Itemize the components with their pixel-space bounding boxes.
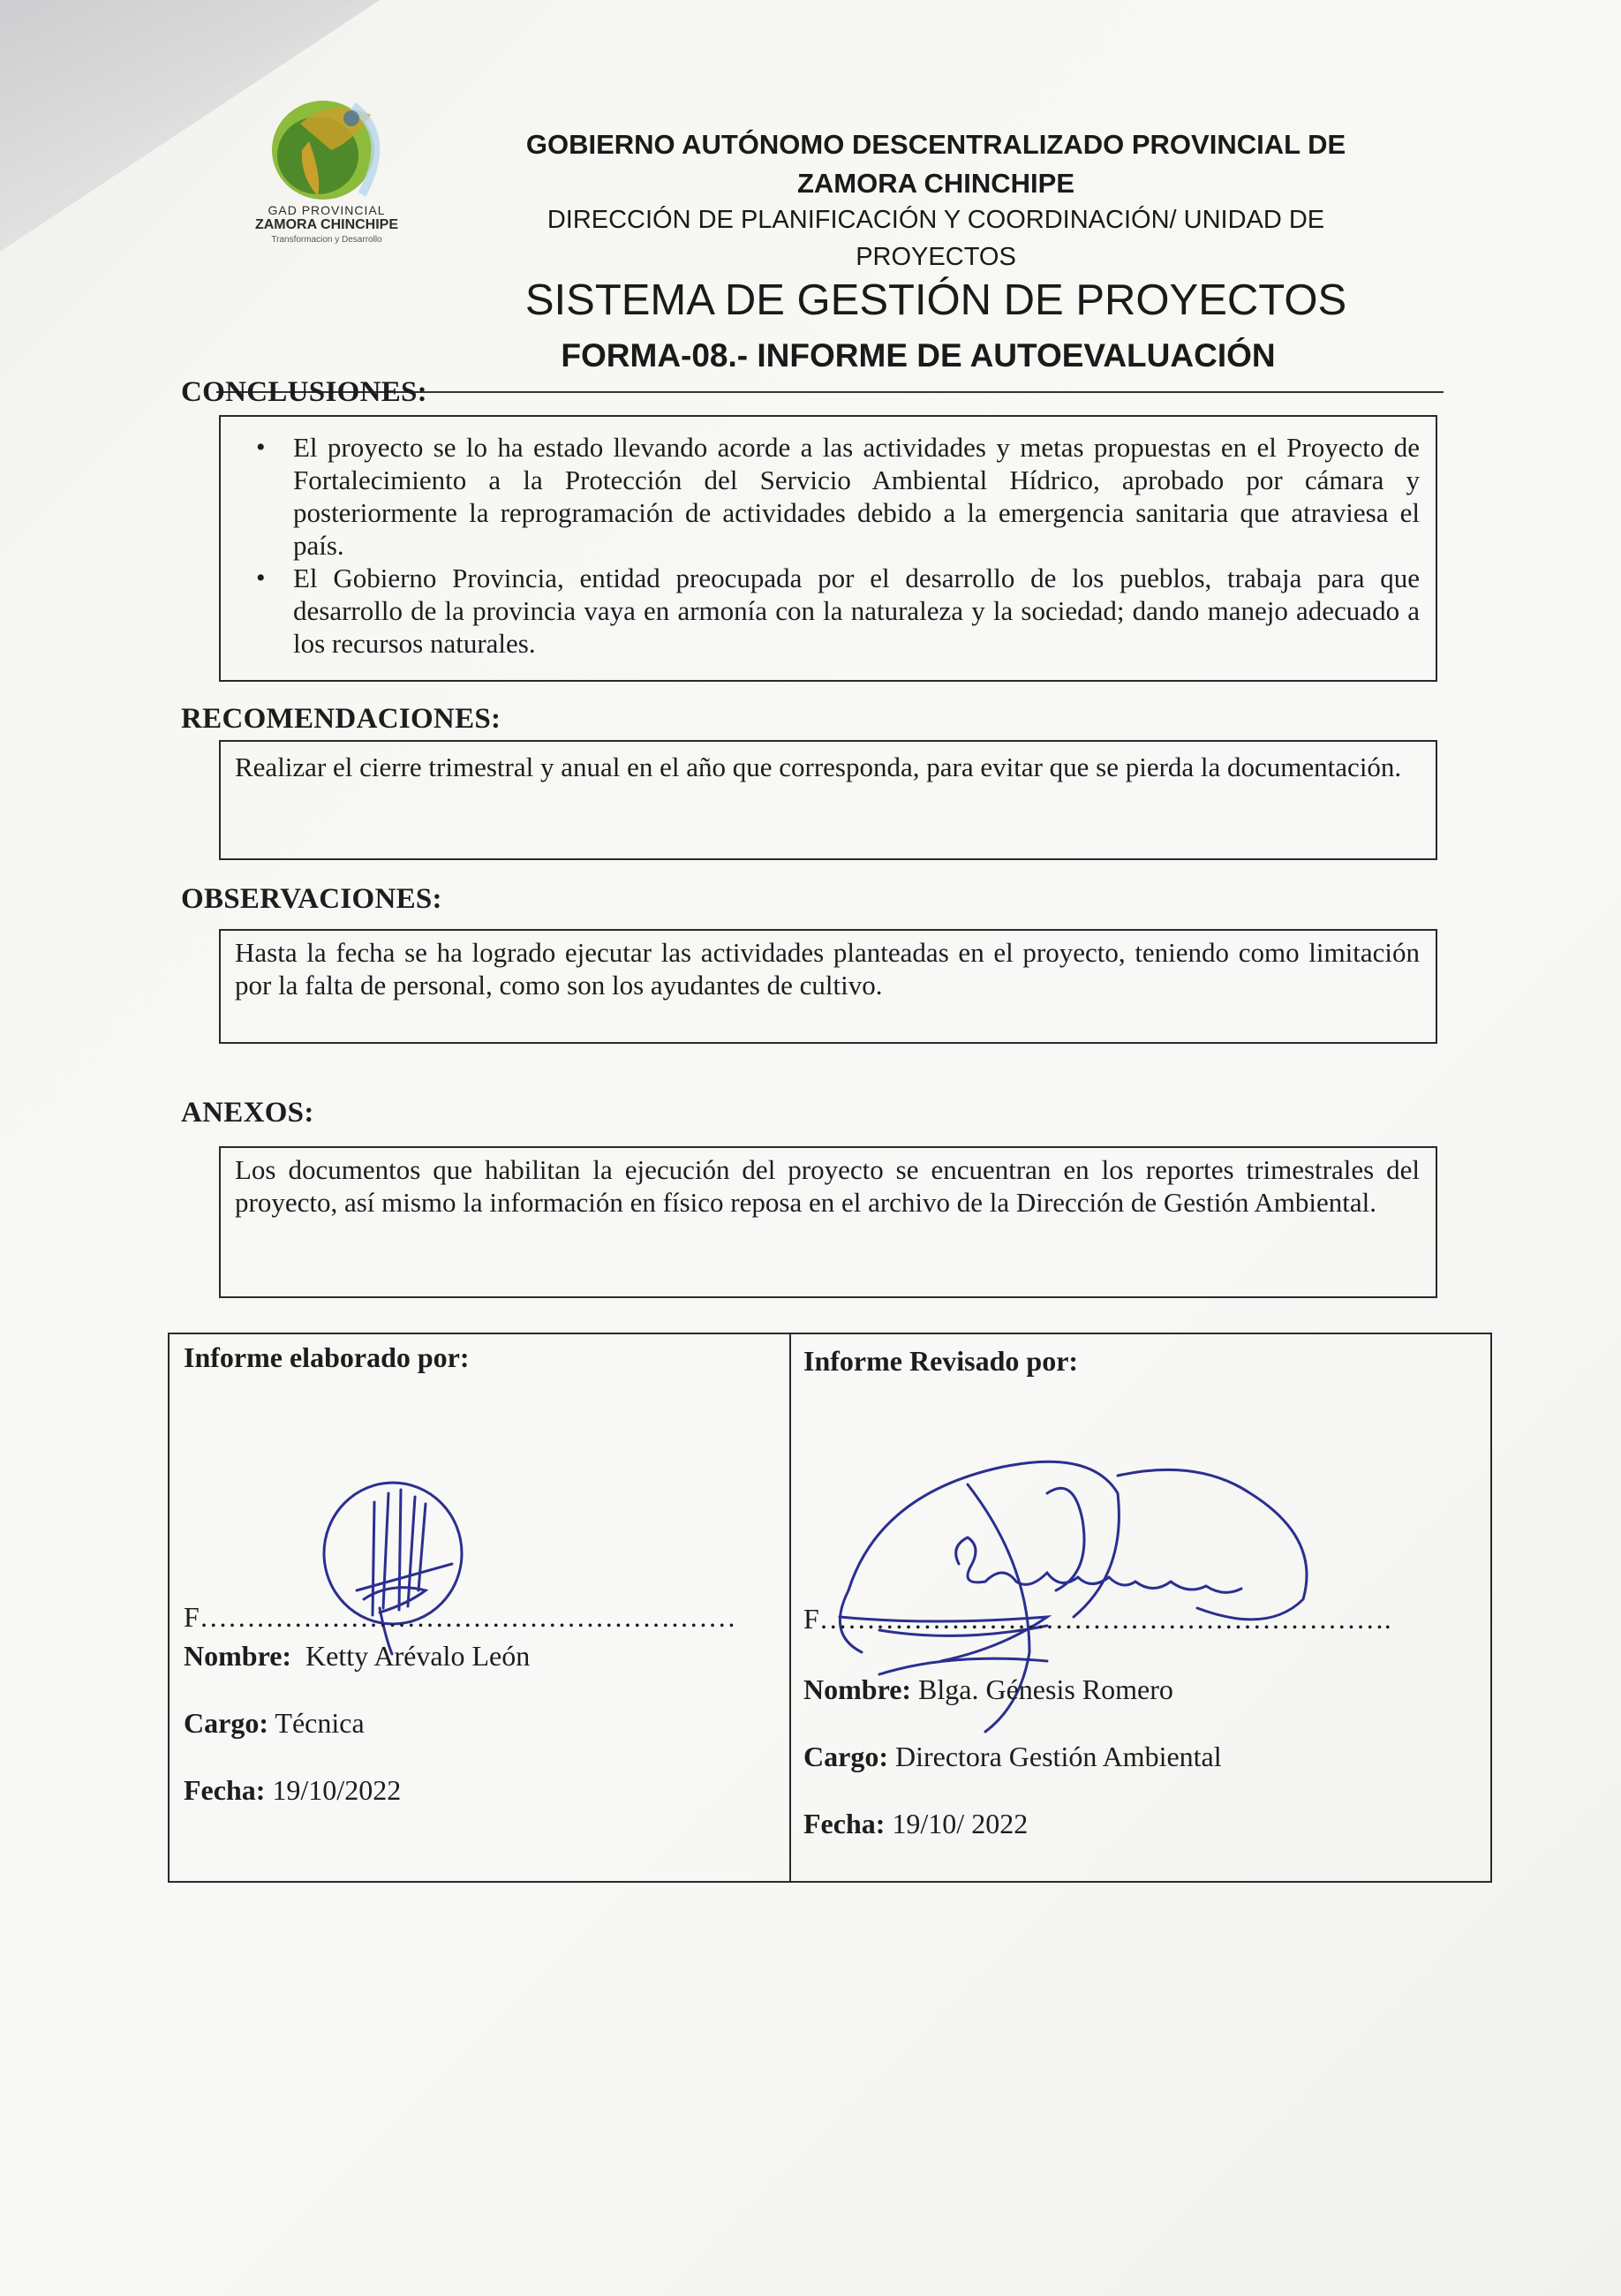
elaborado-cargo-label: Cargo:: [184, 1707, 268, 1739]
logo-line-2: ZAMORA CHINCHIPE: [254, 217, 399, 232]
elaborado-signature-line: F…………………………………………………: [184, 1601, 736, 1633]
conclusion-item-2: • El Gobierno Provincia, entidad preocupada por el desarrollo de los pueblos, trabaja para que desarrollo de la provincia vaya en armonía con la naturaleza y la sociedad; dando manejo adecuado a los recursos naturales.: [221, 562, 1420, 660]
anexos-box: [219, 1146, 1437, 1298]
revisado-fecha: [803, 1808, 1028, 1840]
elaborado-cargo-value: Técnica: [275, 1707, 365, 1739]
conclusion-item-1: • El proyecto se lo ha estado llevando acorde a las actividades y metas propuestas en el Proyecto de Fortalecimiento a la Protección del Servicio Ambiental Hídrico, aprobado por cámara y posteriormente la reprogramación de actividades debido a la emergencia sanitaria que atraviesa el país.: [221, 431, 1420, 562]
observaciones-text: Hasta la fecha se ha logrado ejecutar las actividades planteadas en el proyecto, teniendo como limitación por la falta de personal, como son los ayudantes de cultivo.: [235, 937, 1420, 1001]
revisado-fecha-value: 19/10/ 2022: [892, 1808, 1029, 1839]
header-form-title: FORMA-08.- INFORME DE AUTOEVALUACIÓN: [561, 337, 1276, 374]
conclusiones-list: [221, 431, 1420, 660]
revisado-signature-line: F…………………………………………………….: [803, 1603, 1391, 1635]
anexos-text: Los documentos que habilitan la ejecución del proyecto se encuentran en los reportes trimestrales del proyecto, así mismo la información en físico reposa en el archivo de la Dirección de Gestión Ambiental.: [235, 1154, 1420, 1218]
revisado-cargo-label: Cargo:: [803, 1741, 888, 1772]
anexos-title: ANEXOS:: [181, 1097, 314, 1129]
signature-cell-elaborado: [170, 1334, 789, 1881]
elaborado-nombre: [184, 1640, 530, 1673]
logo-line-3: Transformacion y Desarrollo: [271, 235, 382, 245]
signature-cell-revisado: [791, 1334, 1490, 1881]
elaborado-fecha-label: Fecha:: [184, 1774, 266, 1806]
revisado-cargo: [803, 1741, 1222, 1773]
elaborado-nombre-value: Ketty Arévalo León: [305, 1640, 531, 1672]
revisado-nombre-label: Nombre:: [803, 1673, 912, 1705]
conclusiones-box: [219, 415, 1437, 682]
header-system-title: SISTEMA DE GESTIÓN DE PROYECTOS: [524, 276, 1347, 324]
elaborado-nombre-label: Nombre:: [184, 1640, 292, 1672]
revisado-cargo-value: Directora Gestión Ambiental: [894, 1741, 1222, 1772]
signature-table: [168, 1333, 1492, 1883]
elaborado-fecha: [184, 1774, 401, 1807]
header-department: DIRECCIÓN DE PLANIFICACIÓN Y COORDINACIÓN/ UNIDAD DE PROYECTOS: [547, 206, 1325, 271]
revisado-heading: Informe Revisado por:: [803, 1345, 1079, 1377]
recomendaciones-box: [219, 740, 1437, 860]
recomendaciones-title: RECOMENDACIONES:: [181, 703, 501, 735]
revisado-nombre-value: Blga. Génesis Romero: [918, 1673, 1173, 1705]
observaciones-box: [219, 929, 1437, 1044]
conclusiones-title: CONCLUSIONES:: [181, 376, 427, 408]
revisado-nombre: [803, 1673, 1173, 1706]
observaciones-title: OBSERVACIONES:: [181, 883, 442, 915]
revisado-fecha-label: Fecha:: [803, 1808, 886, 1839]
elaborado-fecha-value: 19/10/2022: [272, 1774, 402, 1806]
logo-line-1: GAD PROVINCIAL: [268, 203, 386, 217]
header-institution: GOBIERNO AUTÓNOMO DESCENTRALIZADO PROVINCIAL DE ZAMORA CHINCHIPE: [525, 129, 1346, 199]
elaborado-cargo: [184, 1707, 365, 1740]
recomendaciones-text: Realizar el cierre trimestral y anual en el año que corresponda, para evitar que se pierda la documentación.: [235, 751, 1402, 782]
elaborado-heading: Informe elaborado por:: [184, 1341, 470, 1373]
